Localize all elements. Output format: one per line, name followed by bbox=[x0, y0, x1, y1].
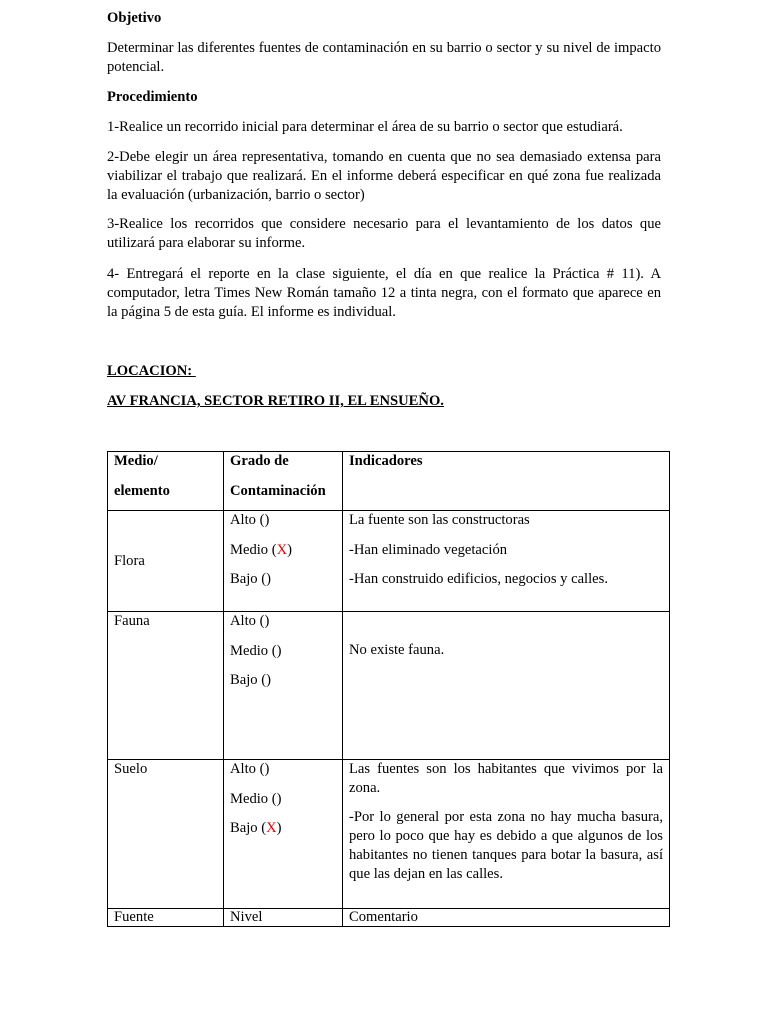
footer-fuente: Fuente bbox=[108, 909, 224, 927]
procedimiento-step-2: 2-Debe elegir un área representativa, tomando en cuenta que no sea demasiado extensa para viabilizar el trabajo que realizará. En el informe deberá especificar en qué zona fue realizada la evaluación (urbanización, barrio o sector) bbox=[107, 149, 661, 203]
indicator-cell bbox=[343, 511, 670, 612]
table-row-flora bbox=[108, 511, 670, 612]
header-medio-line: Medio/ bbox=[114, 453, 158, 469]
procedimiento-step-3: 3-Realice los recorridos que considere necesario para el levantamiento de los datos que utilizará para elaborar su informe. bbox=[107, 216, 661, 251]
indicator-line: -Han eliminado vegetación bbox=[349, 541, 508, 558]
grade-alto: Alto () bbox=[230, 512, 270, 528]
grade-bajo: Bajo () bbox=[230, 672, 271, 688]
indicator-line: La fuente son las constructoras bbox=[349, 512, 530, 528]
indicator-cell bbox=[343, 612, 670, 760]
element-cell: Flora bbox=[108, 511, 224, 612]
procedimiento-step-4: 4- Entregará el reporte en la clase siguiente, el día en que realice la Práctica # 11). A computador, letra Times New Román tamaño 12 a tinta negra, con el formato que aparece en la página 5 de esta guía. El informe es individual. bbox=[107, 266, 661, 320]
header-grado bbox=[224, 452, 343, 511]
objetivo-heading: Objetivo bbox=[107, 10, 162, 26]
grade-mark: X bbox=[276, 541, 288, 558]
element-cell: Fauna bbox=[108, 612, 224, 760]
indicator-cell bbox=[343, 760, 670, 909]
table-row-suelo bbox=[108, 760, 670, 909]
grade-medio: Medio (X) bbox=[230, 541, 293, 558]
grade-medio: Medio () bbox=[230, 642, 282, 659]
grade-bajo: Bajo (X) bbox=[230, 820, 282, 836]
procedimiento-step-1: 1-Realice un recorrido inicial para determinar el área de su barrio o sector que estudiará. bbox=[107, 119, 623, 135]
table-footer-row bbox=[108, 909, 670, 927]
grade-mark: X bbox=[266, 820, 277, 836]
footer-nivel: Nivel bbox=[224, 909, 343, 927]
objetivo-text: Determinar las diferentes fuentes de contaminación en su barrio o sector y su nivel de impacto potencial. bbox=[107, 40, 661, 75]
footer-comentario: Comentario bbox=[343, 909, 670, 927]
grade-bajo: Bajo () bbox=[230, 571, 271, 587]
header-medio-elemento bbox=[108, 452, 224, 511]
indicator-line: -Por lo general por esta zona no hay mucha basura, pero lo poco que hay es debido a que algunos de los habitantes no tienen tanques para botar la basura, así que las dejan en las calles. bbox=[349, 809, 663, 882]
contamination-table bbox=[107, 451, 670, 927]
grade-cell bbox=[224, 760, 343, 909]
element-cell: Suelo bbox=[108, 760, 224, 909]
indicator-line: No existe fauna. bbox=[349, 642, 445, 658]
header-contaminacion-line: Contaminación bbox=[230, 482, 326, 499]
header-indicadores: Indicadores bbox=[343, 452, 670, 511]
table-row-fauna bbox=[108, 612, 670, 760]
grade-alto: Alto () bbox=[230, 761, 270, 777]
header-grado-line: Grado de bbox=[230, 453, 289, 469]
grade-cell bbox=[224, 612, 343, 760]
header-elemento-line: elemento bbox=[114, 482, 170, 499]
grade-medio: Medio () bbox=[230, 790, 282, 807]
table-header-row bbox=[108, 452, 670, 511]
indicator-line: -Han construido edificios, negocios y calles. bbox=[349, 571, 608, 587]
procedimiento-heading: Procedimiento bbox=[107, 89, 198, 105]
grade-cell bbox=[224, 511, 343, 612]
indicator-line: Las fuentes son los habitantes que vivimos por la zona. bbox=[349, 761, 663, 796]
locacion-label: LOCACION: bbox=[107, 363, 196, 379]
locacion-place: AV FRANCIA, SECTOR RETIRO II, EL ENSUEÑO. bbox=[107, 393, 444, 409]
grade-alto: Alto () bbox=[230, 613, 270, 629]
